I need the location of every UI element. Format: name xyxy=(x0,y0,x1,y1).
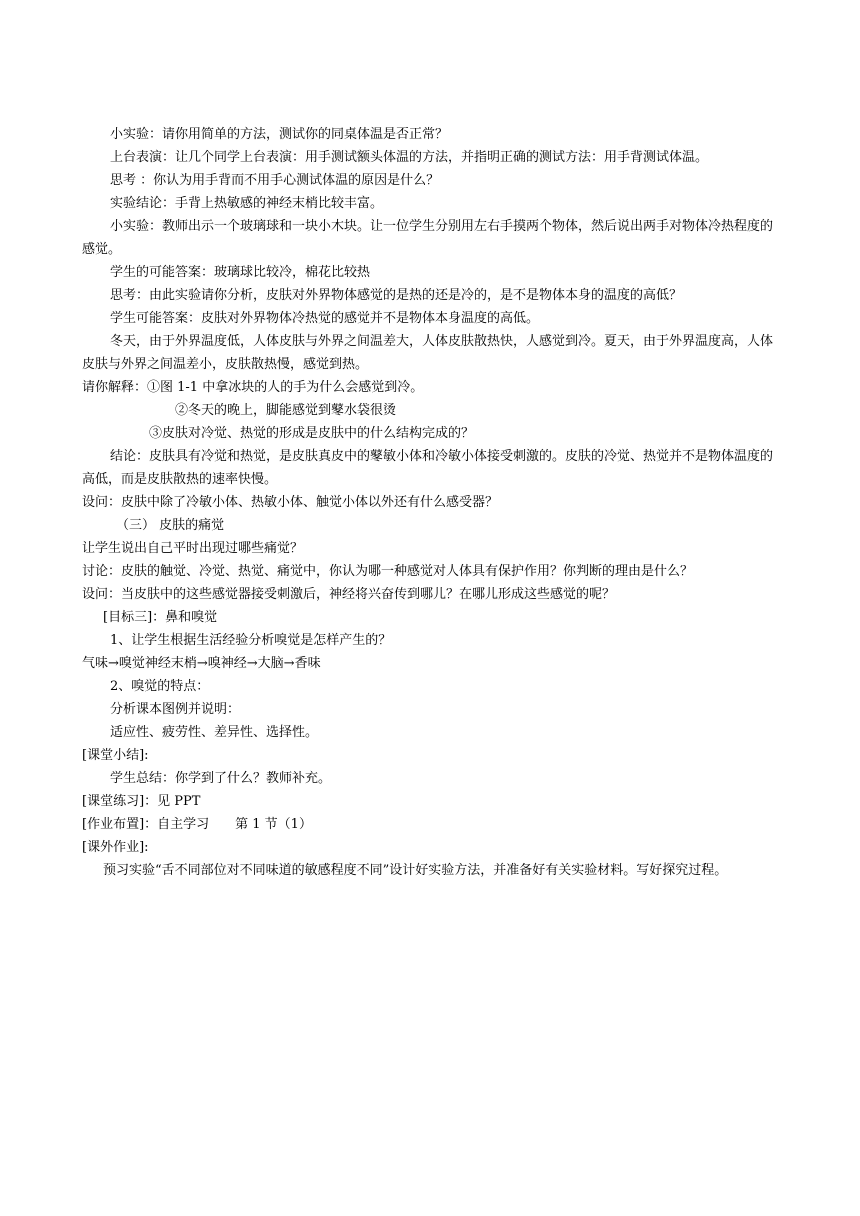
heading-extra-work: [课外作业]: xyxy=(82,840,149,855)
paragraph-question-2: 设问：当皮肤中的这些感觉器接受刺激后，神经将兴奋传到哪儿？在哪儿形成这些感觉的呢？ xyxy=(82,587,616,602)
paragraph-analyze-figure: 分析课本图例并说明： xyxy=(110,702,241,717)
paragraph-explain-1: 请你解释：①图 1-1 中拿冰块的人的手为什么会感觉到冷。 xyxy=(82,380,424,395)
paragraph-possible-answer-1: 学生的可能答案：玻璃球比较冷，棉花比较热 xyxy=(110,265,371,280)
paragraph-conclusion-2: 结论：皮肤具有冷觉和热觉，是皮肤真皮中的鼕敏小体和冷敏小体接受刺激的。皮肤的冷觉、热觉并不是物体温度的高低，而是皮肤散热的速率快慢。 xyxy=(82,449,774,487)
paragraph-conclusion-1: 实验结论：手背上热敏感的神经末梢比较丰富。 xyxy=(110,196,384,211)
paragraph-preview-experiment: 预习实验“舌不同部位对不同味道的敏感程度不同”设计好实验方法，并准备好有关实验材料。写好探究过程。 xyxy=(103,863,728,878)
paragraph-feature-list: 适应性、疲劳性、差异性、选择性。 xyxy=(110,725,319,740)
paragraph-smell-pathway: 气味→嗅觉神经末梢→嗅神经→大脑→香味 xyxy=(82,656,321,671)
heading-class-summary: [课堂小结]: xyxy=(82,748,149,763)
paragraph-student-summary: 学生总结：你学到了什么？教师补充。 xyxy=(110,771,332,786)
paragraph-think-2: 思考：由此实验请你分析，皮肤对外界物体感觉的是热的还是冷的，是不是物体本身的温度的高低？ xyxy=(110,288,683,303)
paragraph-small-experiment-2: 小实验：教师出示一个玻璃球和一块小木块。让一位学生分别用左右手摸两个物体，然后说出两手对物体冷热程度的感觉。 xyxy=(82,219,774,257)
heading-goal-three: [目标三]：鼻和嗅觉 xyxy=(103,610,218,625)
paragraph-smell-origin: 1、让学生根据生活经验分析嗅觉是怎样产生的？ xyxy=(110,633,392,648)
paragraph-explain-2: ②冬天的晚上，脚能感觉到鼕水袋很烫 xyxy=(175,403,397,418)
paragraph-winter-summer: 冬天，由于外界温度低，人体皮肤与外界之间温差大，人体皮肤散热快，人感觉到冷。夏天，由于外界温度高，人体皮肤与外界之间温差小，皮肤散热慢，感觉到热。 xyxy=(82,334,774,372)
section-heading-pain: （三） 皮肤的痛觉 xyxy=(116,518,225,533)
document-page xyxy=(82,123,780,882)
paragraph-question-1: 设问：皮肤中除了冷敏小体、热敏小体、触觉小体以外还有什么感受器？ xyxy=(82,495,499,510)
paragraph-pain-prompt: 让学生说出自己平时出现过哪些痛觉？ xyxy=(82,541,304,556)
paragraph-possible-answer-2: 学生可能答案：皮肤对外界物体冷热觉的感觉并不是物体本身温度的高低。 xyxy=(110,311,540,326)
paragraph-smell-features: 2、嗅觉的特点： xyxy=(110,679,210,694)
paragraph-stage-demo: 上台表演：让几个同学上台表演：用手测试额头体温的方法，并指明正确的测试方法：用手背测试体温。 xyxy=(110,150,709,165)
heading-homework: [作业布置]：自主学习 第 1 节（1） xyxy=(82,817,312,832)
paragraph-small-experiment-1: 小实验：请你用简单的方法，测试你的同桌体温是否正常？ xyxy=(110,127,449,142)
paragraph-think-1: 思考 ：你认为用手背而不用手心测试体温的原因是什么？ xyxy=(110,173,440,188)
heading-class-practice: [课堂练习]：见 PPT xyxy=(82,794,201,809)
paragraph-explain-3: ③皮肤对冷觉、热觉的形成是皮肤中的什么结构完成的？ xyxy=(149,426,475,441)
paragraph-discussion: 讨论：皮肤的触觉、冷觉、热觉、痛觉中，你认为哪一种感觉对人体具有保护作用？你判断的理由是什么？ xyxy=(82,564,694,579)
